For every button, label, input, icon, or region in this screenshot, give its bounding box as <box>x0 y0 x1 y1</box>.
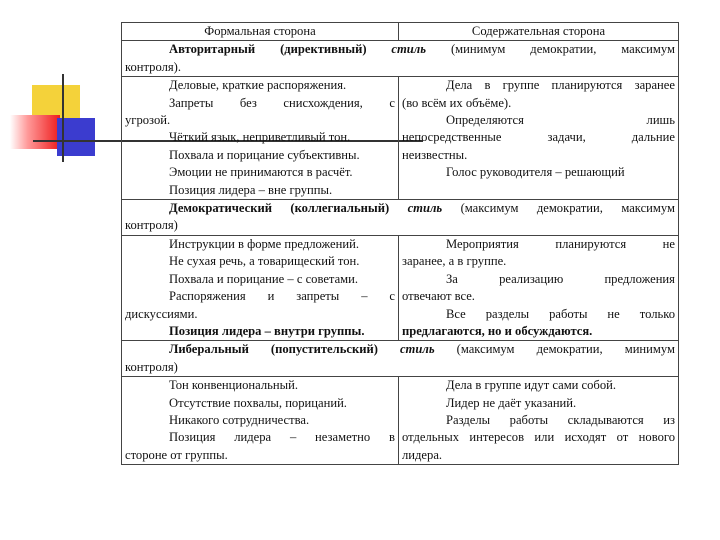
content-item-line1 <box>402 271 675 288</box>
header-left-text: Формальная сторона <box>204 24 316 38</box>
word: непосредственные <box>402 130 502 145</box>
word: в <box>389 430 395 445</box>
word: планируются <box>551 78 623 93</box>
title-word: максимум <box>621 42 675 57</box>
word: не <box>662 236 675 251</box>
content-item-line2 <box>402 429 675 446</box>
word: дальние <box>631 130 675 145</box>
formal-item: Инструкции в форме предложений. <box>169 236 359 251</box>
word: складываются <box>567 412 644 427</box>
word: работы <box>509 412 549 427</box>
word: нового <box>638 430 676 445</box>
title-word: стиль <box>407 201 443 216</box>
content-cell-authoritarian <box>399 77 679 200</box>
content-item: Лидер не даёт указаний. <box>446 395 577 410</box>
word: не <box>607 306 620 321</box>
title-line2: контроля). <box>125 59 182 74</box>
word: Запреты <box>169 95 214 110</box>
word: работы <box>549 306 588 321</box>
formal-item: Отсутствие похвалы, порицаний. <box>169 395 347 410</box>
content-cell-liberal <box>399 377 679 465</box>
title-word: Демократический <box>169 201 272 216</box>
formal-item-line1 <box>125 95 395 112</box>
decor-vertical-line <box>62 74 64 162</box>
word: лидера <box>234 430 272 445</box>
content-item-line1 <box>402 112 675 129</box>
word: исходят <box>564 430 607 445</box>
word: лишь <box>646 113 675 128</box>
title-word: (попустительский) <box>270 342 378 357</box>
formal-cell-democratic <box>122 235 399 340</box>
word: с <box>389 289 395 304</box>
header-formal-side <box>122 23 399 41</box>
header-content-side <box>399 23 679 41</box>
formal-item: Позиция лидера – внутри группы. <box>169 323 365 338</box>
formal-item: Никакого сотрудничества. <box>169 412 310 427</box>
style-title-row <box>122 41 679 77</box>
word: Разделы <box>446 412 491 427</box>
word: Все <box>446 306 466 321</box>
decor-red-gradient-bar <box>10 115 60 149</box>
style-title-row <box>122 200 679 236</box>
word: или <box>534 430 555 445</box>
formal-item: Похвала и порицание субъективны. <box>169 147 360 162</box>
formal-cell-liberal <box>122 377 399 465</box>
content-item-line2: (во всём их объёме). <box>402 95 512 110</box>
style-content-row <box>122 377 679 465</box>
title-word: стиль <box>391 42 427 57</box>
word: Дела <box>446 78 473 93</box>
title-word: (минимум <box>450 42 506 57</box>
content-item-line3: неизвестны. <box>402 147 468 162</box>
title-line1 <box>125 341 675 358</box>
word: снисхождения, <box>283 95 363 110</box>
word: запреты <box>296 289 340 304</box>
content-item-line1 <box>402 77 675 94</box>
formal-item: Позиция лидера – вне группы. <box>169 182 333 197</box>
word: от <box>616 430 629 445</box>
word: и <box>267 289 275 304</box>
content-item-line1 <box>402 412 675 429</box>
title-word: Либеральный <box>169 342 249 357</box>
word: Позиция <box>169 430 216 445</box>
content-item-line2: предлагаются, но и обсуждаются. <box>402 323 593 338</box>
title-word: стиль <box>399 342 435 357</box>
title-word: демократии, <box>536 342 603 357</box>
content-cell-democratic <box>399 235 679 340</box>
title-word: демократии, <box>530 42 597 57</box>
title-word: минимум <box>624 342 675 357</box>
word: – <box>289 430 297 445</box>
formal-item: Деловые, краткие распоряжения. <box>169 78 347 93</box>
leadership-styles-table <box>121 22 679 465</box>
formal-item-line2: стороне от группы. <box>125 447 228 462</box>
title-line2: контроля) <box>125 218 178 233</box>
formal-item-line1 <box>125 429 395 446</box>
content-item-line2 <box>402 129 675 146</box>
formal-item: Похвала и порицание – с советами. <box>169 271 359 286</box>
content-item-line2: заранее, а в группе. <box>402 254 507 269</box>
formal-item: Не сухая речь, а товарищеский тон. <box>169 254 360 269</box>
word: реализацию <box>499 271 564 286</box>
style-content-row <box>122 77 679 200</box>
word: планируются <box>555 236 627 251</box>
title-word: демократии, <box>536 201 603 216</box>
title-word: (директивный) <box>280 42 367 57</box>
word: только <box>639 306 676 321</box>
content-item-line1 <box>402 306 675 323</box>
formal-item-line2: угрозой. <box>125 113 171 128</box>
word: Распоряжения <box>169 289 246 304</box>
word: интересов <box>469 430 525 445</box>
word: предложения <box>604 271 675 286</box>
word: Определяются <box>446 113 524 128</box>
formal-item: Тон конвенциональный. <box>169 378 298 393</box>
content-item-line3: лидера. <box>402 447 443 462</box>
content-item: Голос руководителя – решающий <box>446 165 625 180</box>
word: За <box>446 271 458 286</box>
title-word: Авторитарный <box>169 42 256 57</box>
word: в <box>484 78 491 93</box>
word: Мероприятия <box>446 236 519 251</box>
word: из <box>663 412 675 427</box>
word: – <box>361 289 368 304</box>
formal-item: Чёткий язык, неприветливый тон. <box>169 130 351 145</box>
style-title-authoritarian <box>122 41 679 77</box>
title-word: (коллегиальный) <box>290 201 390 216</box>
title-word: (максимум <box>460 201 519 216</box>
title-line1 <box>125 200 675 217</box>
formal-cell-authoritarian <box>122 77 399 200</box>
content-item: Дела в группе идут сами собой. <box>446 378 617 393</box>
content-item-line1 <box>402 236 675 253</box>
word: группе <box>502 78 540 93</box>
title-word: (максимум <box>456 342 515 357</box>
word: без <box>239 95 257 110</box>
formal-item: Эмоции не принимаются в расчёт. <box>169 165 353 180</box>
formal-item-line2: дискуссиями. <box>125 306 198 321</box>
style-title-democratic <box>122 200 679 236</box>
title-line2: контроля) <box>125 359 178 374</box>
title-word: максимум <box>621 201 675 216</box>
word: незаметно <box>315 430 371 445</box>
style-title-row <box>122 341 679 377</box>
content-item-line2: отвечают все. <box>402 289 475 304</box>
title-line1 <box>125 41 675 58</box>
word: с <box>389 95 395 110</box>
style-title-liberal <box>122 341 679 377</box>
table-header-row <box>122 23 679 41</box>
formal-item-line1 <box>125 288 395 305</box>
word: задачи, <box>547 130 586 145</box>
word: заранее <box>634 78 675 93</box>
word: разделы <box>485 306 530 321</box>
style-content-row <box>122 235 679 340</box>
word: отдельных <box>402 430 459 445</box>
header-right-text: Содержательная сторона <box>471 24 606 38</box>
